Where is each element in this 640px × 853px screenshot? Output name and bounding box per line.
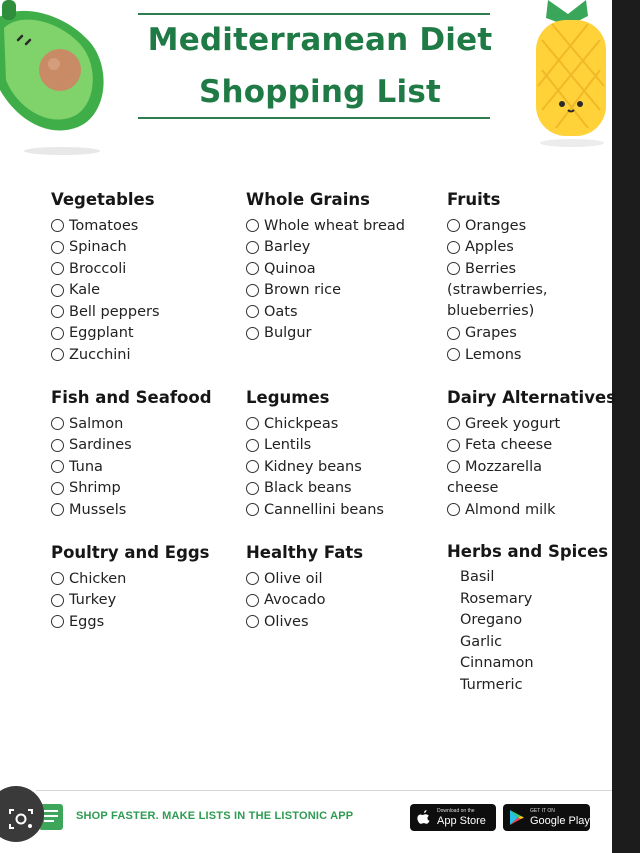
item-label: Kale xyxy=(69,282,101,299)
item-label: Whole wheat bread xyxy=(264,217,405,234)
section-title: Whole Grains xyxy=(246,190,370,209)
list-item[interactable] xyxy=(51,344,160,366)
app-store-small-label: Download on the xyxy=(437,808,475,814)
checkbox-icon[interactable] xyxy=(447,219,460,232)
item-label: Eggplant xyxy=(69,325,134,342)
section-title: Fish and Seafood xyxy=(51,388,212,407)
checkbox-icon[interactable] xyxy=(51,241,64,254)
item-label: Salmon xyxy=(69,415,124,432)
list-item: Garlic xyxy=(460,633,503,650)
list-item[interactable] xyxy=(51,215,160,237)
list-item[interactable] xyxy=(246,435,384,457)
app-store-label: App Store xyxy=(437,815,486,827)
item-label: Cannellini beans xyxy=(264,501,384,518)
item-label: Feta cheese xyxy=(465,437,553,454)
item-label-continuation: cheese xyxy=(447,479,499,496)
checkbox-icon[interactable] xyxy=(447,417,460,430)
item-label: Mussels xyxy=(69,501,127,518)
apple-icon xyxy=(417,810,430,825)
item-label: Almond milk xyxy=(465,501,556,518)
section-vegetables xyxy=(51,190,160,366)
section-legumes xyxy=(246,388,384,521)
right-edge-strip xyxy=(612,0,640,853)
list-item[interactable] xyxy=(447,237,548,259)
checkbox-icon[interactable] xyxy=(246,241,259,254)
checkbox-icon[interactable] xyxy=(51,594,64,607)
list-item[interactable] xyxy=(51,568,210,590)
list-item[interactable] xyxy=(447,435,616,457)
list-item[interactable] xyxy=(51,590,210,612)
checkbox-icon[interactable] xyxy=(246,615,259,628)
footer-divider xyxy=(36,790,612,791)
checkbox-icon[interactable] xyxy=(447,241,460,254)
section-title: Healthy Fats xyxy=(246,543,364,562)
checkbox-icon[interactable] xyxy=(51,572,64,585)
header-top-rule xyxy=(138,13,490,15)
list-item: Cinnamon xyxy=(460,655,534,671)
list-item[interactable] xyxy=(51,280,160,302)
item-label: Lentils xyxy=(264,437,312,454)
item-label: Mozzarella xyxy=(465,458,542,475)
checkbox-icon[interactable] xyxy=(51,417,64,430)
checkbox-icon[interactable] xyxy=(51,219,64,232)
footer-tagline: SHOP FASTER. MAKE LISTS IN THE LISTONIC APP xyxy=(76,810,354,822)
google-play-badge[interactable] xyxy=(503,804,590,831)
list-item[interactable] xyxy=(51,323,160,345)
list-item[interactable] xyxy=(447,323,548,345)
list-item[interactable] xyxy=(51,413,212,435)
section-title: Poultry and Eggs xyxy=(51,543,210,562)
item-label: Bell peppers xyxy=(69,303,160,320)
list-item[interactable] xyxy=(51,237,160,259)
checkbox-icon[interactable] xyxy=(246,417,259,430)
checkbox-icon[interactable] xyxy=(447,327,460,340)
list-item[interactable] xyxy=(246,478,384,500)
section-title: Dairy Alternatives xyxy=(447,388,616,407)
item-label: Chicken xyxy=(69,570,127,587)
item-label: Olives xyxy=(264,613,309,630)
list-item[interactable] xyxy=(51,456,212,478)
google-play-small-label: GET IT ON xyxy=(530,808,555,814)
list-item[interactable] xyxy=(246,568,363,590)
checkbox-icon[interactable] xyxy=(246,594,259,607)
item-label: Tuna xyxy=(69,458,103,475)
item-label: Barley xyxy=(264,239,311,256)
section-title: Fruits xyxy=(447,190,501,209)
section-fruits xyxy=(447,190,548,366)
lens-camera-icon xyxy=(8,807,34,831)
list-item: Oregano xyxy=(460,612,523,628)
list-item[interactable] xyxy=(246,590,363,612)
list-item: Basil xyxy=(460,569,495,585)
checkbox-icon[interactable] xyxy=(246,482,259,495)
list-item[interactable] xyxy=(447,499,616,521)
item-label: Bulgur xyxy=(264,325,312,342)
list-item[interactable] xyxy=(246,215,405,237)
item-label: Sardines xyxy=(69,437,132,454)
item-label: Broccoli xyxy=(69,260,127,277)
list-item[interactable] xyxy=(447,456,616,478)
list-item[interactable] xyxy=(246,456,384,478)
item-label-continuation: blueberries) xyxy=(447,303,535,319)
google-play-label: Google Play xyxy=(530,815,590,827)
checkbox-icon[interactable] xyxy=(246,460,259,473)
item-label: Apples xyxy=(465,239,514,256)
list-item[interactable] xyxy=(51,435,212,457)
item-label-continuation: (strawberries, xyxy=(447,281,548,298)
checkbox-icon[interactable] xyxy=(51,482,64,495)
page-title-line1: Mediterranean Diet xyxy=(147,22,493,58)
item-label: Black beans xyxy=(264,480,352,497)
list-item[interactable] xyxy=(51,478,212,500)
checkbox-icon[interactable] xyxy=(51,305,64,318)
list-item[interactable] xyxy=(246,258,405,280)
checkbox-icon[interactable] xyxy=(447,439,460,452)
item-label: Brown rice xyxy=(264,282,342,299)
checkbox-icon[interactable] xyxy=(51,284,64,297)
section-poultry-and-eggs xyxy=(51,543,210,633)
list-item[interactable] xyxy=(51,301,160,323)
item-label: Avocado xyxy=(264,592,326,609)
item-label: Chickpeas xyxy=(264,415,339,432)
checkbox-icon[interactable] xyxy=(51,615,64,628)
list-item[interactable] xyxy=(246,413,384,435)
item-label: Spinach xyxy=(69,239,127,256)
item-label: Grapes xyxy=(465,325,517,342)
checkbox-icon[interactable] xyxy=(246,439,259,452)
checkbox-icon[interactable] xyxy=(51,503,64,516)
google-play-icon xyxy=(510,810,524,825)
item-label: Eggs xyxy=(69,613,105,630)
checkbox-icon[interactable] xyxy=(447,348,460,361)
checkbox-icon[interactable] xyxy=(447,262,460,275)
checkbox-icon[interactable] xyxy=(246,327,259,340)
item-label: Oranges xyxy=(465,217,527,234)
list-item[interactable] xyxy=(447,344,548,366)
item-label: Oats xyxy=(264,303,298,320)
item-label: Tomatoes xyxy=(69,217,139,234)
item-label: Greek yogurt xyxy=(465,415,561,432)
page-title-line2: Shopping List xyxy=(198,74,441,110)
list-item[interactable] xyxy=(51,611,210,633)
item-label: Shrimp xyxy=(69,480,121,497)
app-store-badge[interactable] xyxy=(410,804,496,831)
checkbox-icon[interactable] xyxy=(246,305,259,318)
checkbox-icon[interactable] xyxy=(447,460,460,473)
section-dairy-alternatives xyxy=(447,388,616,521)
checkbox-icon[interactable] xyxy=(246,219,259,232)
header-bottom-rule xyxy=(138,117,490,119)
list-item[interactable] xyxy=(246,499,384,521)
item-label: Kidney beans xyxy=(264,458,362,475)
checkbox-icon[interactable] xyxy=(51,439,64,452)
section-title: Herbs and Spices xyxy=(447,542,609,561)
checkbox-icon[interactable] xyxy=(51,327,64,340)
list-item[interactable] xyxy=(447,258,548,280)
item-label: Zucchini xyxy=(69,346,131,363)
checkbox-icon[interactable] xyxy=(246,284,259,297)
list-item: Turmeric xyxy=(460,676,523,693)
section-healthy-fats xyxy=(246,543,363,633)
checkbox-icon[interactable] xyxy=(246,503,259,516)
list-item[interactable] xyxy=(246,280,405,302)
list-item[interactable] xyxy=(246,611,363,633)
checkbox-icon[interactable] xyxy=(51,348,64,361)
list-item[interactable] xyxy=(51,258,160,280)
item-label: Berries xyxy=(465,260,517,277)
list-item[interactable] xyxy=(447,413,616,435)
list-item[interactable] xyxy=(246,301,405,323)
checkbox-icon[interactable] xyxy=(51,262,64,275)
list-item: Rosemary xyxy=(460,590,533,607)
item-label: Lemons xyxy=(465,346,522,363)
section-whole-grains xyxy=(246,190,405,344)
list-item[interactable] xyxy=(447,215,548,237)
section-title: Vegetables xyxy=(51,190,155,209)
checkbox-icon[interactable] xyxy=(246,572,259,585)
list-item[interactable] xyxy=(246,237,405,259)
checkbox-icon[interactable] xyxy=(51,460,64,473)
list-item[interactable] xyxy=(246,323,405,345)
item-label: Quinoa xyxy=(264,260,316,277)
item-label: Olive oil xyxy=(264,570,323,587)
checkbox-icon[interactable] xyxy=(447,503,460,516)
section-fish-and-seafood xyxy=(51,388,212,521)
list-item[interactable] xyxy=(51,499,212,521)
checkbox-icon[interactable] xyxy=(246,262,259,275)
item-label: Turkey xyxy=(69,592,117,609)
section-title: Legumes xyxy=(246,388,330,407)
section-herbs-and-spices xyxy=(447,542,608,696)
